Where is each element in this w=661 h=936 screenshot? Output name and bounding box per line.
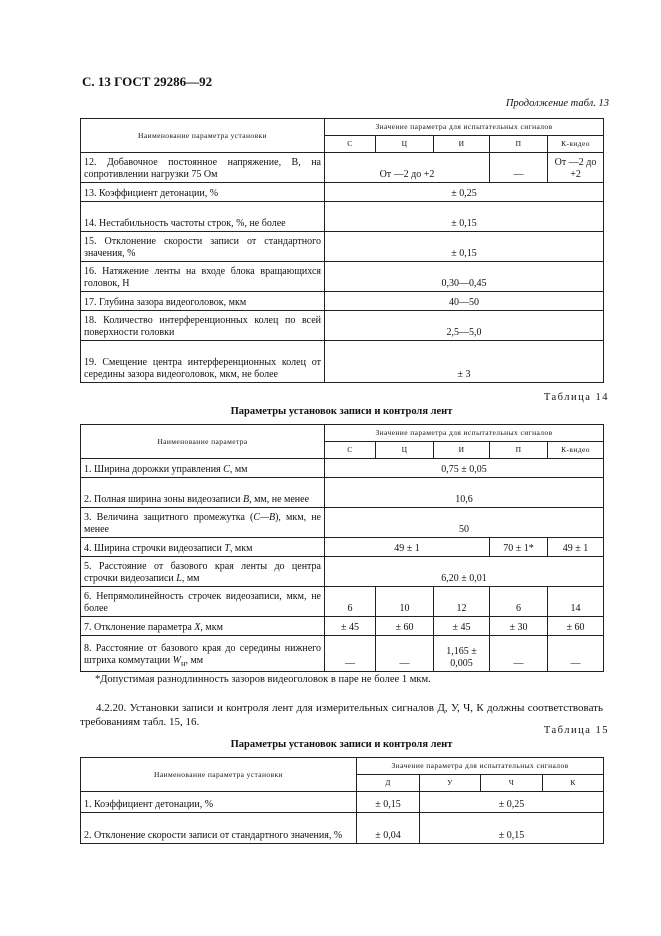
table-cell: — (376, 636, 434, 672)
table-14-col: И (434, 442, 490, 459)
table-13-col: С (325, 136, 376, 153)
table-row-name: 12. Добавочное постоянное напряжение, В, на сопротивлении нагрузки 75 Ом (81, 153, 325, 183)
table-cell: ± 60 (548, 617, 604, 636)
text-part: , мм, не менее (249, 494, 310, 505)
text-part: ), мкм, не менее (84, 512, 321, 535)
table-cell: 0,75 ± 0,05 (325, 459, 604, 478)
table-row-name: 16. Натяжение ленты на входе блока вращающихся головок, Н (81, 262, 325, 292)
table-cell: — (490, 153, 548, 183)
table-14-label: Таблица 14 (543, 392, 609, 403)
table-cell: — (548, 636, 604, 672)
table-row-name (81, 636, 325, 672)
table-14-col: П (490, 442, 548, 459)
text-part: , мкм (200, 622, 223, 633)
table-14-col: Ц (376, 442, 434, 459)
text-part: , мм (181, 573, 200, 584)
table-row-name (81, 538, 325, 557)
text-part: 1. Ширина дорожки управления (84, 464, 224, 475)
table-cell: ± 60 (376, 617, 434, 636)
table-cell: 0,30—0,45 (325, 262, 604, 292)
table-row-name (81, 557, 325, 587)
table-cell: ± 45 (325, 617, 376, 636)
table-15-title: Параметры установок записи и контроля лент (230, 739, 453, 750)
table-row-name: 17. Глубина зазора видеоголовок, мкм (81, 292, 325, 311)
table-cell: — (490, 636, 548, 672)
paragraph: 4.2.20. Установки записи и контроля лент для измерительных сигналов Д, У, Ч, К должны соответствовать требованиям табл. 15, 16. (80, 702, 603, 728)
symbol: Т (224, 543, 230, 554)
table-cell: ± 30 (490, 617, 548, 636)
table-cell: ± 0,15 (325, 202, 604, 232)
table-13-col: И (434, 136, 490, 153)
table-15-head-param: Наименование параметра установки (81, 758, 357, 792)
table-cell: ± 3 (325, 341, 604, 383)
table-cell: 12 (434, 587, 490, 617)
table-cell: ± 0,15 (325, 232, 604, 262)
table-row-name (81, 459, 325, 478)
table-15 (80, 757, 604, 844)
table-cell: 14 (548, 587, 604, 617)
table-13-col: Ц (376, 136, 434, 153)
table-13 (80, 118, 604, 383)
table-row-name (81, 508, 325, 538)
table-row-name: 2. Отклонение скорости записи от стандартного значения, % (81, 813, 357, 844)
text-part: 4. Ширина строчки видеозаписи (84, 543, 225, 554)
subscript: н (181, 659, 186, 668)
table-15-head-values: Значение параметра для испытательных сигналов (357, 758, 604, 775)
symbol: W (172, 655, 181, 666)
table-15-label: Таблица 15 (543, 725, 609, 736)
table-cell: ± 0,04 (357, 813, 420, 844)
table-cell: 6 (490, 587, 548, 617)
table-cell: 40—50 (325, 292, 604, 311)
text-part: 5. Расстояние от базового края ленты до центра строчки видеозаписи (84, 561, 321, 584)
text-part: 3. Величина защитного промежутка ( (84, 512, 254, 523)
table-cell: От —2 до +2 (325, 153, 490, 183)
table-cell: — (325, 636, 376, 672)
table-row-name: 1. Коэффициент детонации, % (81, 792, 357, 813)
table-row-name: 15. Отклонение скорости записи от стандартного значения, % (81, 232, 325, 262)
table-13-head-param: Наименование параметра установки (81, 119, 325, 153)
table-cell: ± 0,25 (420, 792, 604, 813)
text-part: 2. Полная ширина зоны видеозаписи (84, 494, 243, 505)
table-cell: 70 ± 1* (490, 538, 548, 557)
table-cell: ± 45 (434, 617, 490, 636)
table-cell: 2,5—5,0 (325, 311, 604, 341)
table-13-col: П (490, 136, 548, 153)
text-part: , мм (229, 464, 248, 475)
table-cell: ± 0,15 (357, 792, 420, 813)
table-cell: 49 ± 1 (548, 538, 604, 557)
table-cell: 49 ± 1 (325, 538, 490, 557)
table-15-col: Д (357, 775, 420, 792)
text-part: , мм (185, 655, 204, 666)
table-14-col: С (325, 442, 376, 459)
table-cell: 1,165 ± 0,005 (434, 636, 490, 672)
table-14-head-param: Наименование параметра (81, 425, 325, 459)
table-row-name: 14. Нестабильность частоты строк, %, не более (81, 202, 325, 232)
table-cell: ± 0,25 (325, 183, 604, 202)
symbol: В (242, 494, 250, 505)
table-cell: 10,6 (325, 478, 604, 508)
table-row-name: 6. Непрямолинейность строчек видеозаписи, мкм, не более (81, 587, 325, 617)
table-15-col: У (420, 775, 481, 792)
table-cell: 6 (325, 587, 376, 617)
table-15-col: К (543, 775, 604, 792)
table-14-head-values: Значение параметра для испытательных сигналов (325, 425, 604, 442)
table-cell: 6,20 ± 0,01 (325, 557, 604, 587)
footnote: *Допустимая разнодлинность зазоров видеоголовок в паре не более 1 мкм. (95, 674, 431, 685)
table-14-col: К-видео (548, 442, 604, 459)
table-13-col: К-видео (548, 136, 604, 153)
table-cell: ± 0,15 (420, 813, 604, 844)
table-15-col: Ч (481, 775, 543, 792)
table-13-head-values: Значение параметра для испытательных сигналов (325, 119, 604, 136)
text-part: 7. Отклонение параметра (84, 622, 195, 633)
page-header: С. 13 ГОСТ 29286—92 (82, 74, 213, 89)
table-cell: От —2 до +2 (548, 153, 604, 183)
symbol: С (223, 464, 230, 475)
table-14 (80, 424, 604, 672)
symbol: С—В (253, 512, 276, 523)
table-row-name: 18. Количество интерференционных колец по всей поверхности головки (81, 311, 325, 341)
symbol: L (176, 573, 182, 584)
table-row-name (81, 617, 325, 636)
text-part: 8. Расстояние от базового края до середины нижнего штриха коммутации (84, 643, 321, 666)
text-part: , мкм (229, 543, 253, 554)
table-row-name: 19. Смещение центра интерференционных колец от середины зазора видеоголовок, мкм, не более (81, 341, 325, 383)
table-14-title: Параметры установок записи и контроля лент (230, 406, 453, 417)
symbol: Х (194, 622, 201, 633)
table-row-name (81, 478, 325, 508)
table-cell: 10 (376, 587, 434, 617)
table-cell: 50 (325, 508, 604, 538)
table-row-name: 13. Коэффициент детонации, % (81, 183, 325, 202)
continuation-label: Продолжение табл. 13 (505, 98, 609, 109)
